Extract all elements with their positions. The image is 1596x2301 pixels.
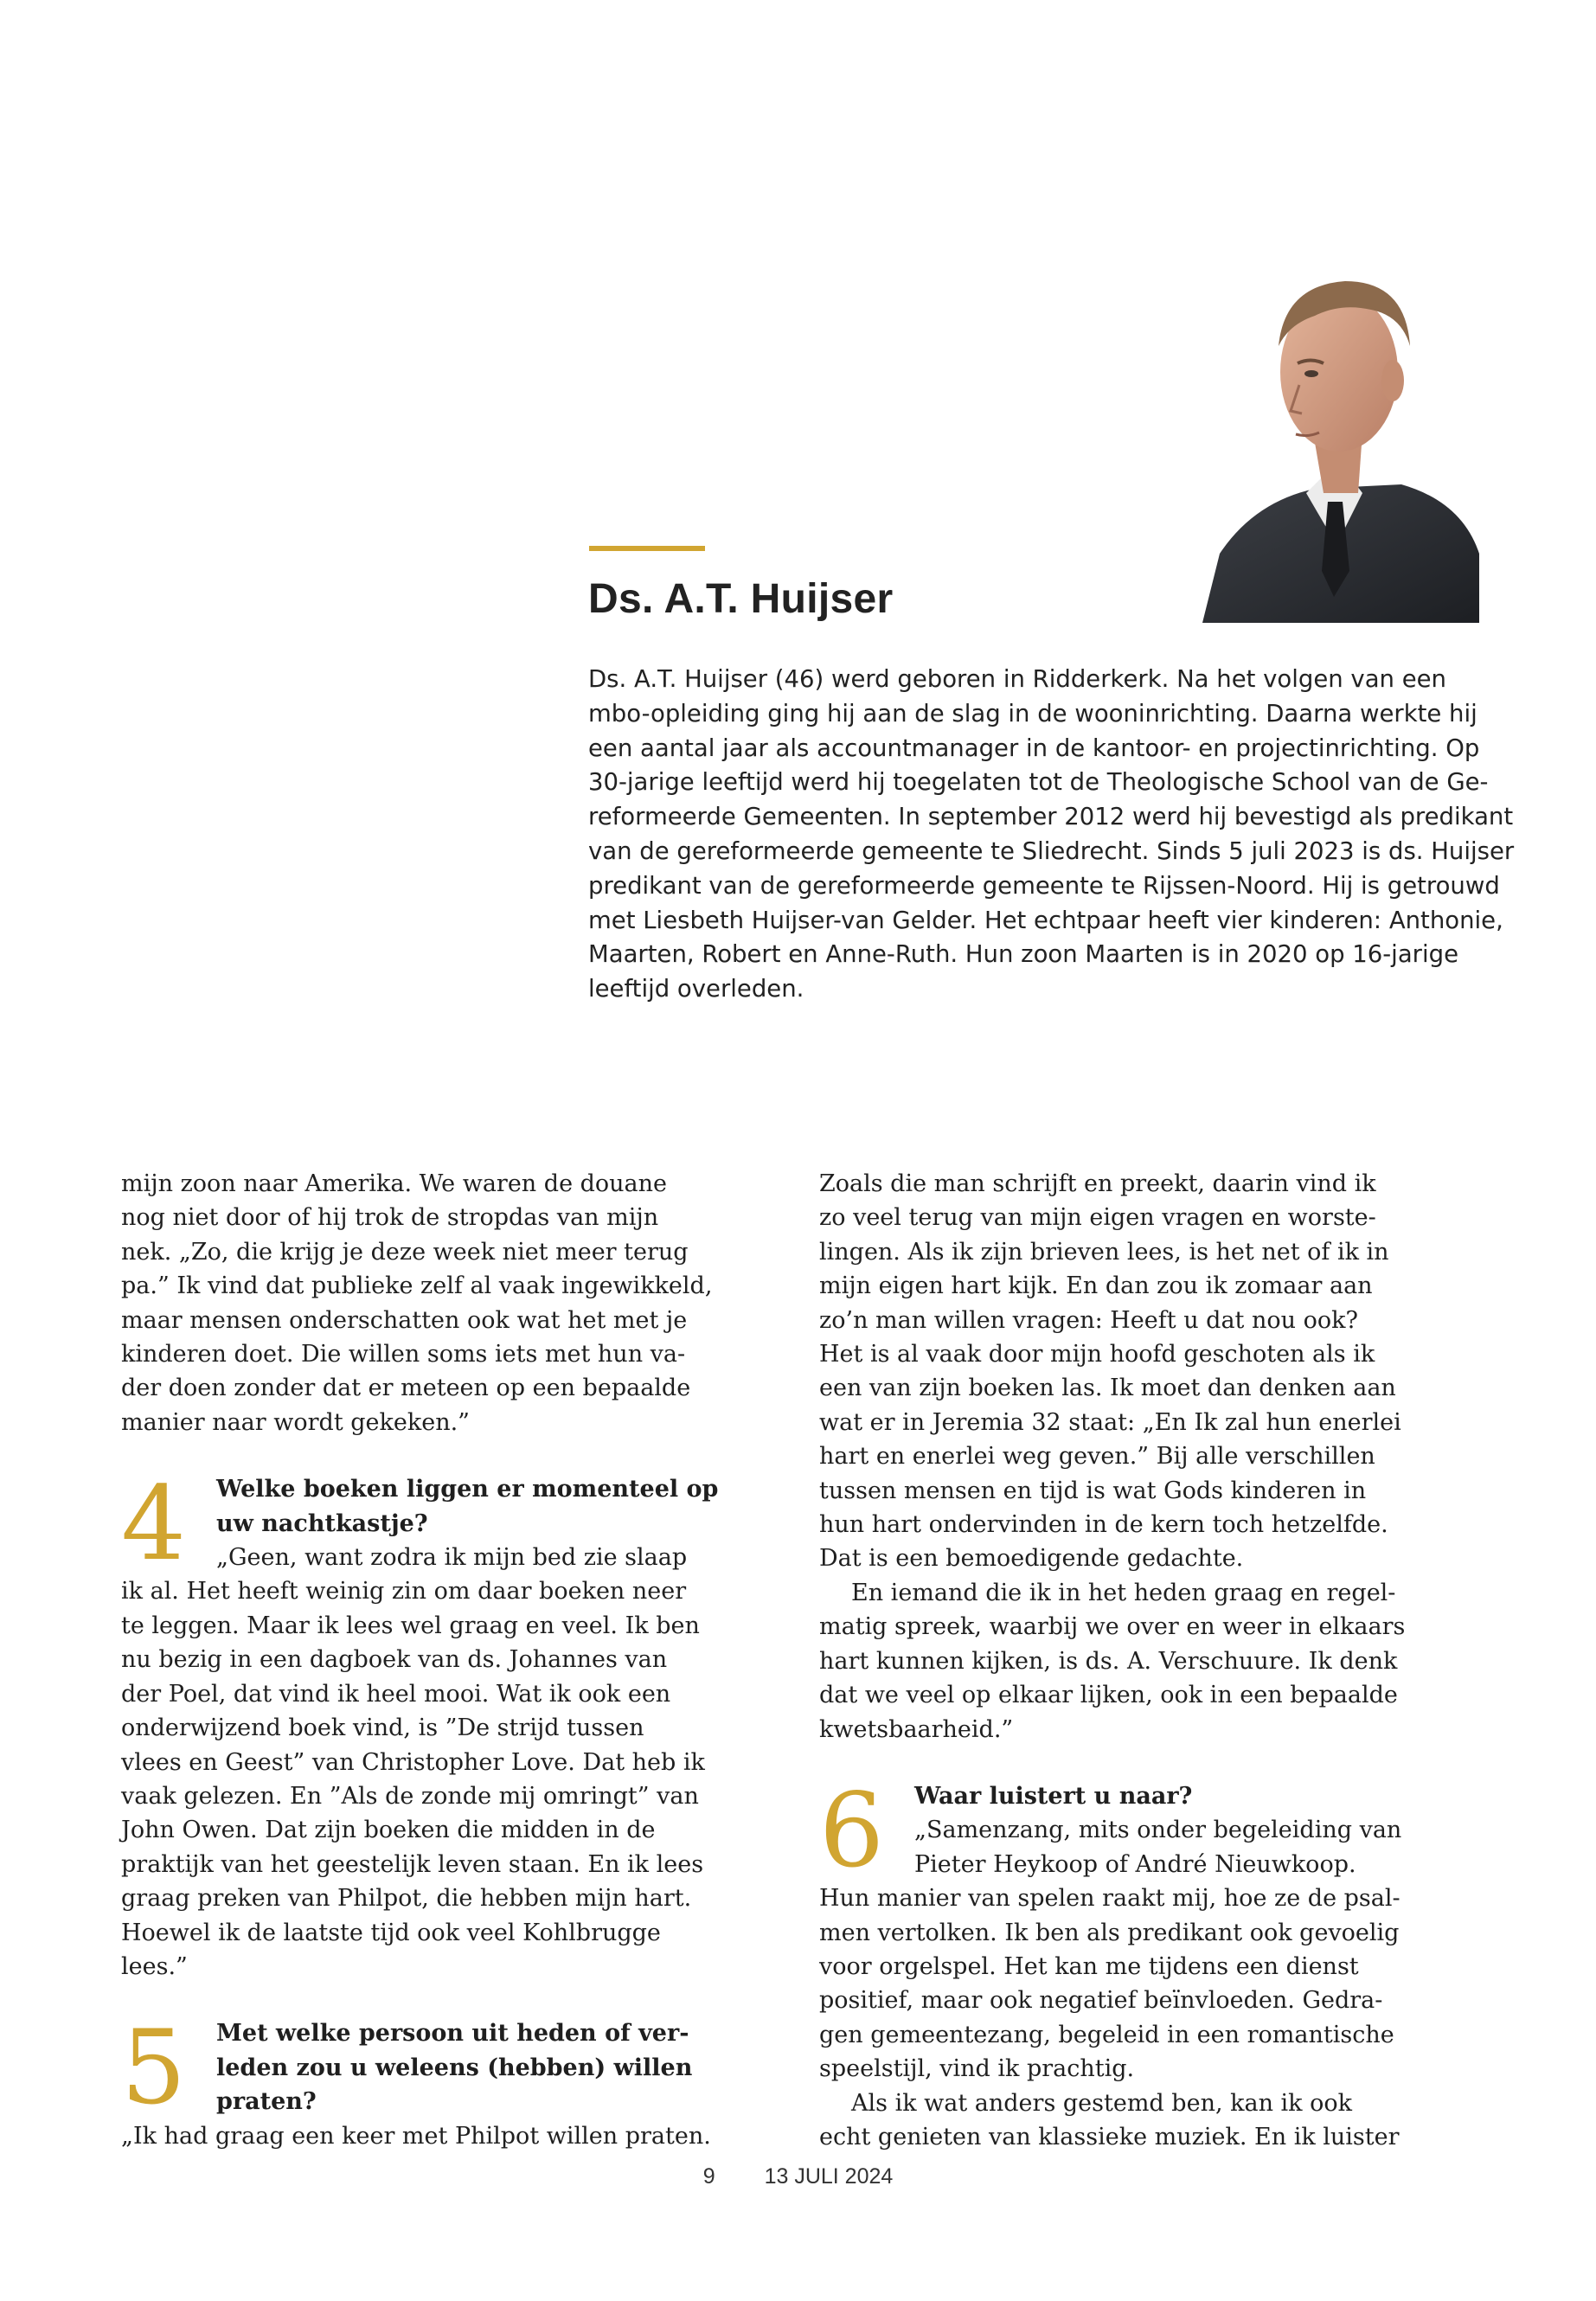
question-text: Waar luistert u naar? <box>914 1782 1193 1810</box>
bio-line: leeftijd overleden. <box>588 975 804 1003</box>
body-line: lees.” <box>121 1952 188 1980</box>
body-line: zo’n man willen vragen: Heeft u dat nou ook? <box>819 1306 1358 1334</box>
page-footer <box>0 2164 1596 2189</box>
body-line: Dat is een bemoedigende gedachte. <box>819 1545 1244 1573</box>
body-line: tussen mensen en tijd is wat Gods kinderen in <box>819 1477 1367 1504</box>
body-line: speelstijl, vind ik prachtig. <box>819 2055 1135 2083</box>
article-column-right <box>819 1167 1406 2154</box>
body-line: zo veel terug van mijn eigen vragen en worste- <box>819 1204 1376 1232</box>
body-line: mijn eigen hart kijk. En dan zou ik zomaar aan <box>819 1272 1373 1300</box>
body-line: nog niet door of hij trok de stropdas van mijn <box>121 1204 659 1232</box>
body-line: positief, maar ook negatief beïnvloeden. Gedra- <box>819 1987 1383 2015</box>
question-text: uw nachtkastje? <box>216 1509 428 1537</box>
body-line: manier naar wordt gekeken.” <box>121 1408 470 1436</box>
body-line: Als ik wat anders gestemd ben, kan ik ook <box>851 2089 1352 2117</box>
body-line: kwetsbaarheid.” <box>819 1715 1014 1743</box>
body-line: ik al. Het heeft weinig zin om daar boeken neer <box>121 1578 687 1606</box>
body-line: der doen zonder dat er meteen op een bepaalde <box>121 1375 691 1402</box>
body-line: nek. „Zo, die krijg je deze week niet meer terug <box>121 1238 689 1266</box>
body-line: kinderen doet. Die willen soms iets met hun va- <box>121 1341 686 1368</box>
body-line: Pieter Heykoop of André Nieuwkoop. <box>914 1850 1356 1878</box>
article-column-left <box>121 1167 719 2153</box>
bio-line: een aantal jaar als accountmanager in de kantoor- en projectinrichting. Op <box>588 734 1480 762</box>
bio-line: van de gereformeerde gemeente te Sliedrecht. Sinds 5 juli 2023 is ds. Huijser <box>588 836 1515 865</box>
body-line: onderwijzend boek vind, is ”De strijd tussen <box>121 1715 644 1742</box>
body-line: „Ik had graag een keer met Philpot willen praten. <box>121 2122 711 2150</box>
question-text: Met welke persoon uit heden of ver- <box>216 2020 689 2048</box>
accent-rule <box>589 546 705 551</box>
body-line: maar mensen onderschatten ook wat het met je <box>121 1306 688 1334</box>
question-number: 4 <box>121 1464 187 1584</box>
bio-line: mbo-opleiding ging hij aan de slag in de wooninrichting. Daarna werkte hij <box>588 699 1477 727</box>
body-line: echt genieten van klassieke muziek. En ik luister <box>819 2123 1400 2150</box>
question-4 <box>121 1464 719 1584</box>
profile-bio <box>588 663 1515 1007</box>
page-number: 9 <box>702 2164 715 2189</box>
body-line: nu bezig in een dagboek van ds. Johannes van <box>121 1646 668 1674</box>
body-line: „Geen, want zodra ik mijn bed zie slaap <box>216 1544 688 1572</box>
body-line: John Owen. Dat zijn boeken die midden in de <box>121 1817 656 1844</box>
bio-line: 30-jarige leeftijd werd hij toegelaten tot de Theologische School van de Ge- <box>588 768 1489 797</box>
question-6 <box>819 1770 1402 1890</box>
body-line: hart en enerlei weg geven.” Bij alle verschillen <box>819 1443 1375 1471</box>
question-text: Welke boeken liggen er momenteel op <box>216 1476 719 1503</box>
portrait-photo <box>1185 242 1479 623</box>
body-line: voor orgelspel. Het kan me tijdens een dienst <box>819 1952 1359 1980</box>
body-line: graag preken van Philpot, die hebben mijn hart. <box>121 1885 692 1913</box>
body-line: praktijk van het geestelijk leven staan. En ik lees <box>121 1850 704 1878</box>
bio-line: reformeerde Gemeenten. In september 2012 werd hij bevestigd als predikant <box>588 803 1514 831</box>
question-text: leden zou u weleens (hebben) willen <box>216 2054 693 2081</box>
body-line: gen gemeentezang, begeleid in een romantische <box>819 2021 1394 2048</box>
body-line: Het is al vaak door mijn hoofd geschoten als ik <box>819 1341 1375 1368</box>
body-line: matig spreek, waarbij we over en weer in elkaars <box>819 1613 1406 1641</box>
issue-date: 13 JULI 2024 <box>764 2164 894 2189</box>
body-line: vlees en Geest” van Christopher Love. Dat heb ik <box>121 1748 705 1776</box>
body-line: Zoals die man schrijft en preekt, daarin vind ik <box>819 1170 1376 1197</box>
body-line: Hoewel ik de laatste tijd ook veel Kohlbrugge <box>121 1919 661 1946</box>
bio-line: met Liesbeth Huijser-van Gelder. Het echtpaar heeft vier kinderen: Anthonie, <box>588 906 1503 934</box>
body-line: pa.” Ik vind dat publieke zelf al vaak ingewikkeld, <box>121 1272 713 1300</box>
body-line: hun hart ondervinden in de kern toch hetzelfde. <box>819 1511 1388 1539</box>
question-5 <box>121 2008 693 2128</box>
body-line: Hun manier van spelen raakt mij, hoe ze de psal- <box>819 1885 1401 1913</box>
question-text: praten? <box>216 2088 317 2116</box>
body-line: te leggen. Maar ik lees wel graag en veel. Ik ben <box>121 1612 700 1639</box>
body-line: „Samenzang, mits onder begeleiding van <box>914 1817 1402 1844</box>
body-line: dat we veel op elkaar lijken, ook in een bepaalde <box>819 1682 1398 1709</box>
body-line: men vertolken. Ik ben als predikant ook gevoelig <box>819 1919 1400 1946</box>
body-line: lingen. Als ik zijn brieven lees, is het net of ik in <box>819 1238 1389 1266</box>
body-line: der Poel, dat vind ik heel mooi. Wat ik ook een <box>121 1680 671 1708</box>
question-number: 6 <box>819 1770 885 1890</box>
body-line: mijn zoon naar Amerika. We waren de douane <box>121 1170 668 1197</box>
body-line: een van zijn boeken las. Ik moet dan denken aan <box>819 1375 1396 1402</box>
body-line: wat er in Jeremia 32 staat: „En Ik zal hun enerlei <box>819 1408 1401 1436</box>
bio-line: predikant van de gereformeerde gemeente te Rijssen-Noord. Hij is getrouwd <box>588 871 1500 900</box>
profile-name: Ds. A.T. Huijser <box>588 576 894 622</box>
body-line: vaak gelezen. En ”Als de zonde mij omringt” van <box>121 1782 699 1810</box>
bio-line: Ds. A.T. Huijser (46) werd geboren in Ridderkerk. Na het volgen van een <box>588 665 1446 693</box>
body-line: En iemand die ik in het heden graag en regel- <box>851 1579 1396 1606</box>
question-number: 5 <box>121 2008 187 2128</box>
bio-line: Maarten, Robert en Anne-Ruth. Hun zoon Maarten is in 2020 op 16-jarige <box>588 940 1458 969</box>
body-line: hart kunnen kijken, is ds. A. Verschuure. Ik denk <box>819 1647 1398 1675</box>
